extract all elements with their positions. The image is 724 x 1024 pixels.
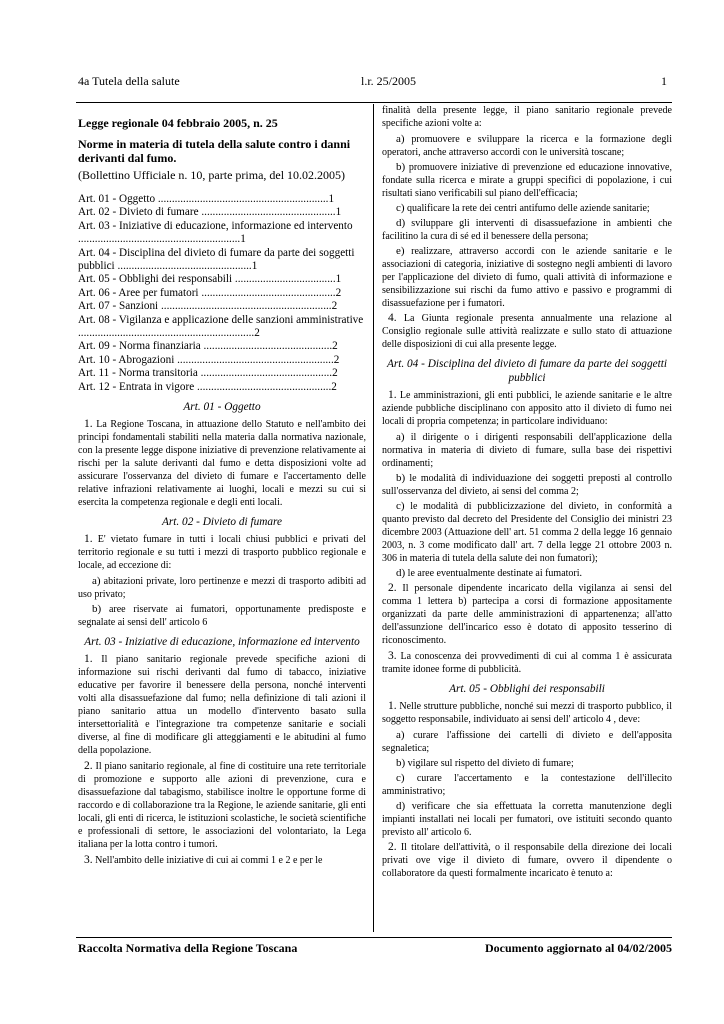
table-of-contents (78, 193, 366, 394)
article-03-heading: Art. 03 - Iniziative di educazione, informazione ed intervento (84, 636, 360, 649)
article-03-paragraph-1: 1. Il piano sanitario regionale prevede specifiche azioni di informazione sui rischi derivanti dal fumo di tabacco, iniziative educative per favorire il benessere della persona, nonché interventi volti alla disassuefazione dal fumo; nella definizione di tali azioni il piano sanitario attua un modello d'intervento basato sulla intersettorialità e l'integrazione tra competenze sanitarie e sociali diverse, al fine di modificare gli atteggiamenti e le abitudini al fumo della popolazione. (78, 653, 366, 757)
footer-collection-name: Raccolta Normativa della Regione Toscana (78, 941, 298, 955)
footer-update-date: Documento aggiornato al 04/02/2005 (485, 941, 672, 955)
article-02-item-b: b) aree riservate ai fumatori, opportunamente predisposte e segnalate ai sensi dell' articolo 6 (78, 603, 366, 629)
header-page-number: 1 (661, 74, 667, 88)
toc-page: 1 (335, 273, 342, 286)
toc-entry-label: Art. 09 - Norma finanziaria (78, 340, 204, 353)
header-law-ref: l.r. 25/2005 (361, 74, 417, 88)
toc-leader: .......................................................... (78, 233, 241, 246)
toc-entry[interactable] (78, 367, 366, 380)
toc-entry[interactable] (78, 273, 366, 286)
article-03-item-a: a) promuovere e sviluppare la ricerca e la formazione degli operatori, anche attraverso accordi con le università toscane; (382, 133, 672, 158)
article-05-item-b: b) vigilare sul rispetto del divieto di fumare; (396, 757, 574, 769)
article-04-paragraph-3: 3. La conoscenza dei provvedimenti di cui al comma 1 è assicurata tramite idonee forme di pubblicità. (382, 650, 672, 675)
law-subject: Norme in materia di tutela della salute contro i danni derivanti dal fumo. (78, 137, 351, 165)
article-01-paragraph-1: 1. La Regione Toscana, in attuazione dello Statuto e nell'ambito dei principi fondamentali stabiliti nella materia dalla normativa nazionale, con la presente legge dispone iniziative di prevenzione relativamente ai rischi per la salute derivanti dal fumo e detta disposizioni volte ad assicurare l'osservanza del divieto di fumare e l'accertamento delle relative infrazioni relativamente ai luoghi, locali e mezzi su cui si esercita la competenza regionale e degli enti locali. (78, 418, 366, 509)
header-section-title: 4a Tutela della salute (78, 74, 180, 88)
article-02-heading: Art. 02 - Divieto di fumare (161, 516, 283, 529)
toc-leader: ............................................................. (157, 193, 329, 205)
article-05-heading: Art. 05 - Obblighi dei responsabili (449, 683, 605, 695)
article-04-item-a: a) il dirigente o i dirigenti responsabili dell'applicazione della normativa in materia di divieto di fumare, sulla base dei rispettivi ordinamenti; (382, 431, 672, 469)
toc-leader: ............................................................. (160, 300, 332, 313)
column-divider (373, 104, 374, 932)
toc-entry[interactable] (78, 354, 366, 367)
law-title: Legge regionale 04 febbraio 2005, n. 25 (78, 116, 278, 130)
toc-entry[interactable] (78, 247, 366, 274)
article-03-item-d: d) sviluppare gli interventi di disassuefazione in ambienti che facilitino la cura di sé ed il benessere della persona; (382, 217, 672, 242)
toc-page: 2 (332, 367, 338, 380)
right-column (382, 104, 672, 883)
article-02-item-a: a) abitazioni private, loro pertinenze e mezzi di trasporto adibiti ad uso privato; (78, 575, 366, 601)
toc-leader: ................................................ (197, 380, 332, 393)
toc-entry[interactable] (78, 220, 366, 247)
article-04-item-b: b) le modalità di individuazione dei soggetti preposti al controllo sull'osservanza del divieto, ai sensi del comma 2; (382, 472, 672, 497)
toc-leader: ............................................... (200, 367, 333, 380)
article-05-item-d: d) verificare che sia effettuata la corretta manutenzione degli impianti installati nei locali per fumatori, ove istituiti secondo quanto previsto all' articolo 6. (382, 800, 672, 838)
article-04-heading: Art. 04 - Disciplina del divieto di fumare da parte dei soggetti pubblici (386, 358, 668, 384)
toc-page: 1 (251, 260, 258, 273)
toc-leader: .............................................. (203, 340, 333, 353)
article-04-paragraph-2: 2. Il personale dipendente incaricato della vigilanza ai sensi del comma 1 lettera b) partecipa a corsi di formazione appositamente organizzati da parte delle amministrazioni di appartenenza; all'atto dell'assunzione dell'incarico esso è dotato di apposito tesserino di riconoscimento. (382, 582, 672, 646)
toc-page: 1 (335, 206, 342, 219)
toc-entry-label: Art. 01 - Oggetto (78, 193, 158, 205)
toc-page: 2 (331, 300, 338, 313)
article-05-item-a: a) curare l'affissione dei cartelli di divieto e dell'apposita segnaletica; (382, 729, 672, 754)
toc-entry-label: Art. 11 - Norma transitoria (78, 367, 201, 380)
article-04-item-d: d) le aree eventualmente destinate ai fumatori. (396, 567, 583, 579)
article-03-paragraph-3: 3. Nell'ambito delle iniziative di cui ai commi 1 e 2 e per le (84, 854, 323, 867)
toc-page: 2 (333, 353, 340, 366)
article-03-item-e: e) realizzare, attraverso accordi con le aziende sanitarie e le associazioni di categoria, iniziative di sostegno negli ambienti di lavoro per l'applicazione del divieto di fumo, quali attività di informazione e sensibilizzazione sui rischi da fumo attivo e passivo e programmi di disassuefazione per i fumatori. (382, 245, 672, 309)
toc-leader: ................................................ (117, 260, 252, 273)
left-column (78, 104, 366, 870)
article-05-paragraph-1: 1. Nelle strutture pubbliche, nonché sui mezzi di trasporto pubblico, il soggetto responsabile, individuato ai sensi dell' articolo 4 , deve: (382, 700, 672, 725)
toc-page: 2 (332, 340, 338, 353)
article-05-paragraph-2: 2. Il titolare dell'attività, o il responsabile della direzione dei locali privati ove vige il divieto di fumare, ovvero il dipendente o collaboratore da questi formalmente incaricato è tenuto a: (382, 841, 672, 879)
article-04-item-c: c) le modalità di pubblicizzazione del divieto, in conformità a quanto previsto dal decreto del Presidente del Consiglio dei ministri 23 dicembre 2003 (Attuazione dell' art. 51 comma 2 della legge 16 gennaio 2003, n. 3 come modificato dall' art. 7 della legge 21 ottobre 2003 n. 306 in materia di tutela della salute dei non fumatori); (382, 500, 672, 564)
toc-entry[interactable] (78, 381, 366, 394)
toc-entry[interactable] (78, 340, 366, 353)
article-03-item-c: c) qualificare la rete dei centri antifumo delle aziende sanitarie; (396, 202, 650, 214)
article-01-heading: Art. 01 - Oggetto (183, 401, 261, 414)
toc-entry[interactable] (78, 193, 366, 206)
article-03-paragraph-2: 2. Il piano sanitario regionale, al fine di costituire una rete territoriale di promozione e supporto alle azioni di prevenzione, cura e disassuefazione dal tabagismo, stabilisce inoltre le opportune forme di raccordo e di collaborazione tra la Regione, le aziende sanitarie, gli enti locali, gli enti di ricerca, le istituzioni scolastiche, le società scientifiche e professionali di settore, le associazioni del volontariato, la Lega italiana per la lotta contro i tumori. (78, 760, 366, 851)
toc-leader: ................................................ (201, 206, 336, 219)
article-03-paragraph-3-continued: finalità della presente legge, il piano sanitario regionale prevede specifiche azioni volte a: (382, 105, 672, 129)
toc-entry-label: Art. 06 - Aree per fumatori (78, 286, 202, 299)
toc-entry[interactable] (78, 300, 366, 313)
article-04-paragraph-1: 1. Le amministrazioni, gli enti pubblici, le aziende sanitarie e le altre aziende pubbliche disciplinano con apposito atto il divieto di fumo nei locali di propria competenza; in particolare individuano: (382, 389, 672, 427)
toc-entry-label: Art. 04 - Disciplina del divieto di fumare da parte dei soggetti pubblici (78, 246, 355, 273)
law-bollettino: (Bollettino Ufficiale n. 10, parte prima, del 10.02.2005) (78, 168, 346, 182)
toc-leader: ........................................................ (177, 353, 334, 366)
toc-entry[interactable] (78, 287, 366, 300)
footer-rule (76, 937, 672, 938)
toc-page: 1 (328, 193, 335, 205)
toc-page: 2 (254, 327, 260, 340)
toc-entry-label: Art. 03 - Iniziative di educazione, informazione ed intervento (78, 219, 353, 232)
toc-entry-label: Art. 05 - Obblighi dei responsabili (78, 273, 235, 286)
article-05-item-c: c) curare l'accertamento e la contestazione dell'illecito amministrativo; (382, 772, 672, 797)
toc-page: 1 (240, 233, 246, 246)
toc-entry-label: Art. 10 - Abrogazioni (78, 353, 178, 366)
toc-entry-label: Art. 07 - Sanzioni (78, 300, 161, 313)
toc-leader: ................................................ (201, 286, 336, 299)
toc-entry-label: Art. 12 - Entrata in vigore (78, 380, 197, 393)
toc-entry-label: Art. 02 - Divieto di fumare (78, 206, 202, 219)
toc-entry-label: Art. 08 - Vigilanza e applicazione delle sanzioni amministrative (78, 313, 364, 326)
toc-page: 2 (331, 380, 337, 393)
toc-leader: ............................................................... (78, 327, 255, 340)
toc-entry[interactable] (78, 314, 366, 341)
article-03-paragraph-4: 4. La Giunta regionale presenta annualmente una relazione al Consiglio regionale sulle attività realizzate e sullo stato di attuazione delle disposizioni di cui alla presente legge. (382, 312, 672, 350)
article-02-paragraph-1: 1. E' vietato fumare in tutti i locali chiusi pubblici e privati del territorio regionale e su tutti i mezzi di trasporto pubblico regionale e locale, ad eccezione di: (78, 533, 366, 572)
toc-leader: .................................... (234, 273, 336, 286)
toc-entry[interactable] (78, 206, 366, 219)
header-rule (76, 102, 672, 103)
toc-page: 2 (335, 286, 342, 299)
article-03-item-b: b) promuovere iniziative di prevenzione ed educazione innovative, fondate sulla ricerca e mirate a gruppi specifici di popolazione, i cui risultati siano verificabili sul piano dell'efficacia; (382, 161, 672, 199)
